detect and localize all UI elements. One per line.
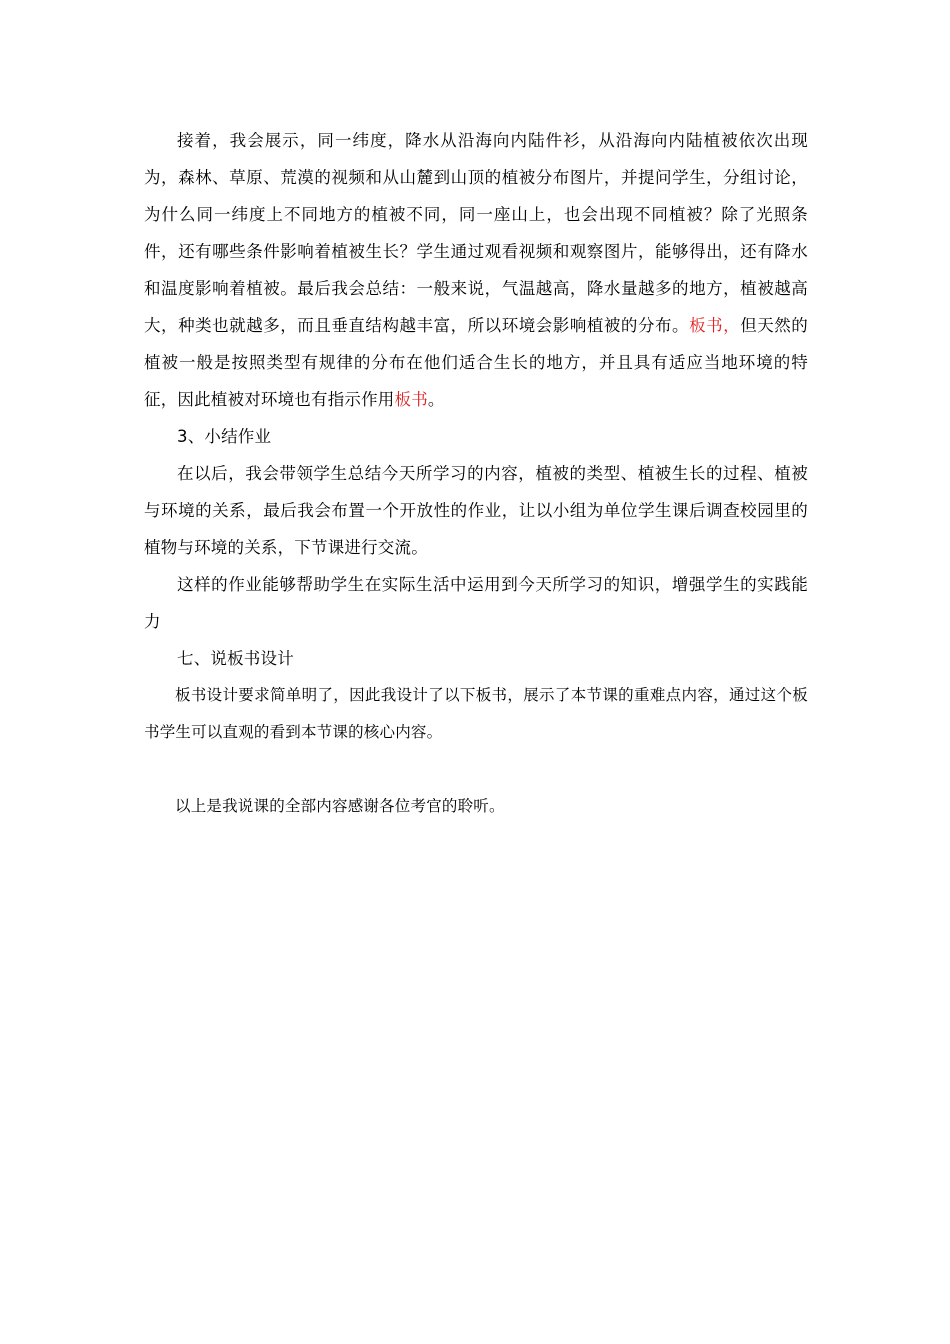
document-body bbox=[144, 122, 808, 825]
intro-text-1: 接着，我会展示，同一纬度，降水从沿海向内陆件衫，从沿海向内陆植被依次出现为，森林、草原、荒漠的视频和从山麓到山顶的植被分布图片，并提问学生，分组讨论，为什么同一纬度上不同地方的植被不同，同一座山上，也会出现不同植被？除了光照条件，还有哪些条件影响着植被生长？学生通过观看视频和观察图片，能够得出，还有降水和温度影响着植被。最后我会总结：一般来说，气温越高，降水量越多的地方，植被越高大，种类也就越多，而且垂直结构越丰富，所以环境会影响植被的分布。 bbox=[144, 131, 808, 335]
board-design-heading: 七、说板书设计 bbox=[177, 649, 294, 668]
board-design-paragraph: 板书设计要求简单明了，因此我设计了以下板书，展示了本节课的重难点内容，通过这个板书学生可以直观的看到本节课的核心内容。 bbox=[144, 686, 808, 741]
board-note-1: 板书， bbox=[689, 316, 741, 335]
board-note-2: 板书 bbox=[394, 390, 428, 409]
closing-paragraph: 以上是我说课的全部内容感谢各位考官的聆听。 bbox=[175, 797, 505, 815]
blank-line bbox=[144, 751, 808, 788]
intro-paragraph bbox=[144, 122, 808, 418]
summary-paragraph-2: 这样的作业能够帮助学生在实际生活中运用到今天所学习的知识，增强学生的实践能力 bbox=[144, 575, 808, 631]
intro-text-end: 。 bbox=[427, 390, 445, 409]
summary-heading: 3、小结作业 bbox=[177, 427, 272, 446]
intro-text-2: 但天然的植被一般是按照类型有规律的分布在他们适合生长的地方，并且具有适应当地环境的特征，因此植被对环境也有指示作用 bbox=[144, 316, 808, 409]
summary-paragraph-1: 在以后，我会带领学生总结今天所学习的内容，植被的类型、植被生长的过程、植被与环境的关系，最后我会布置一个开放性的作业，让以小组为单位学生课后调查校园里的植物与环境的关系，下节课进行交流。 bbox=[144, 464, 808, 557]
